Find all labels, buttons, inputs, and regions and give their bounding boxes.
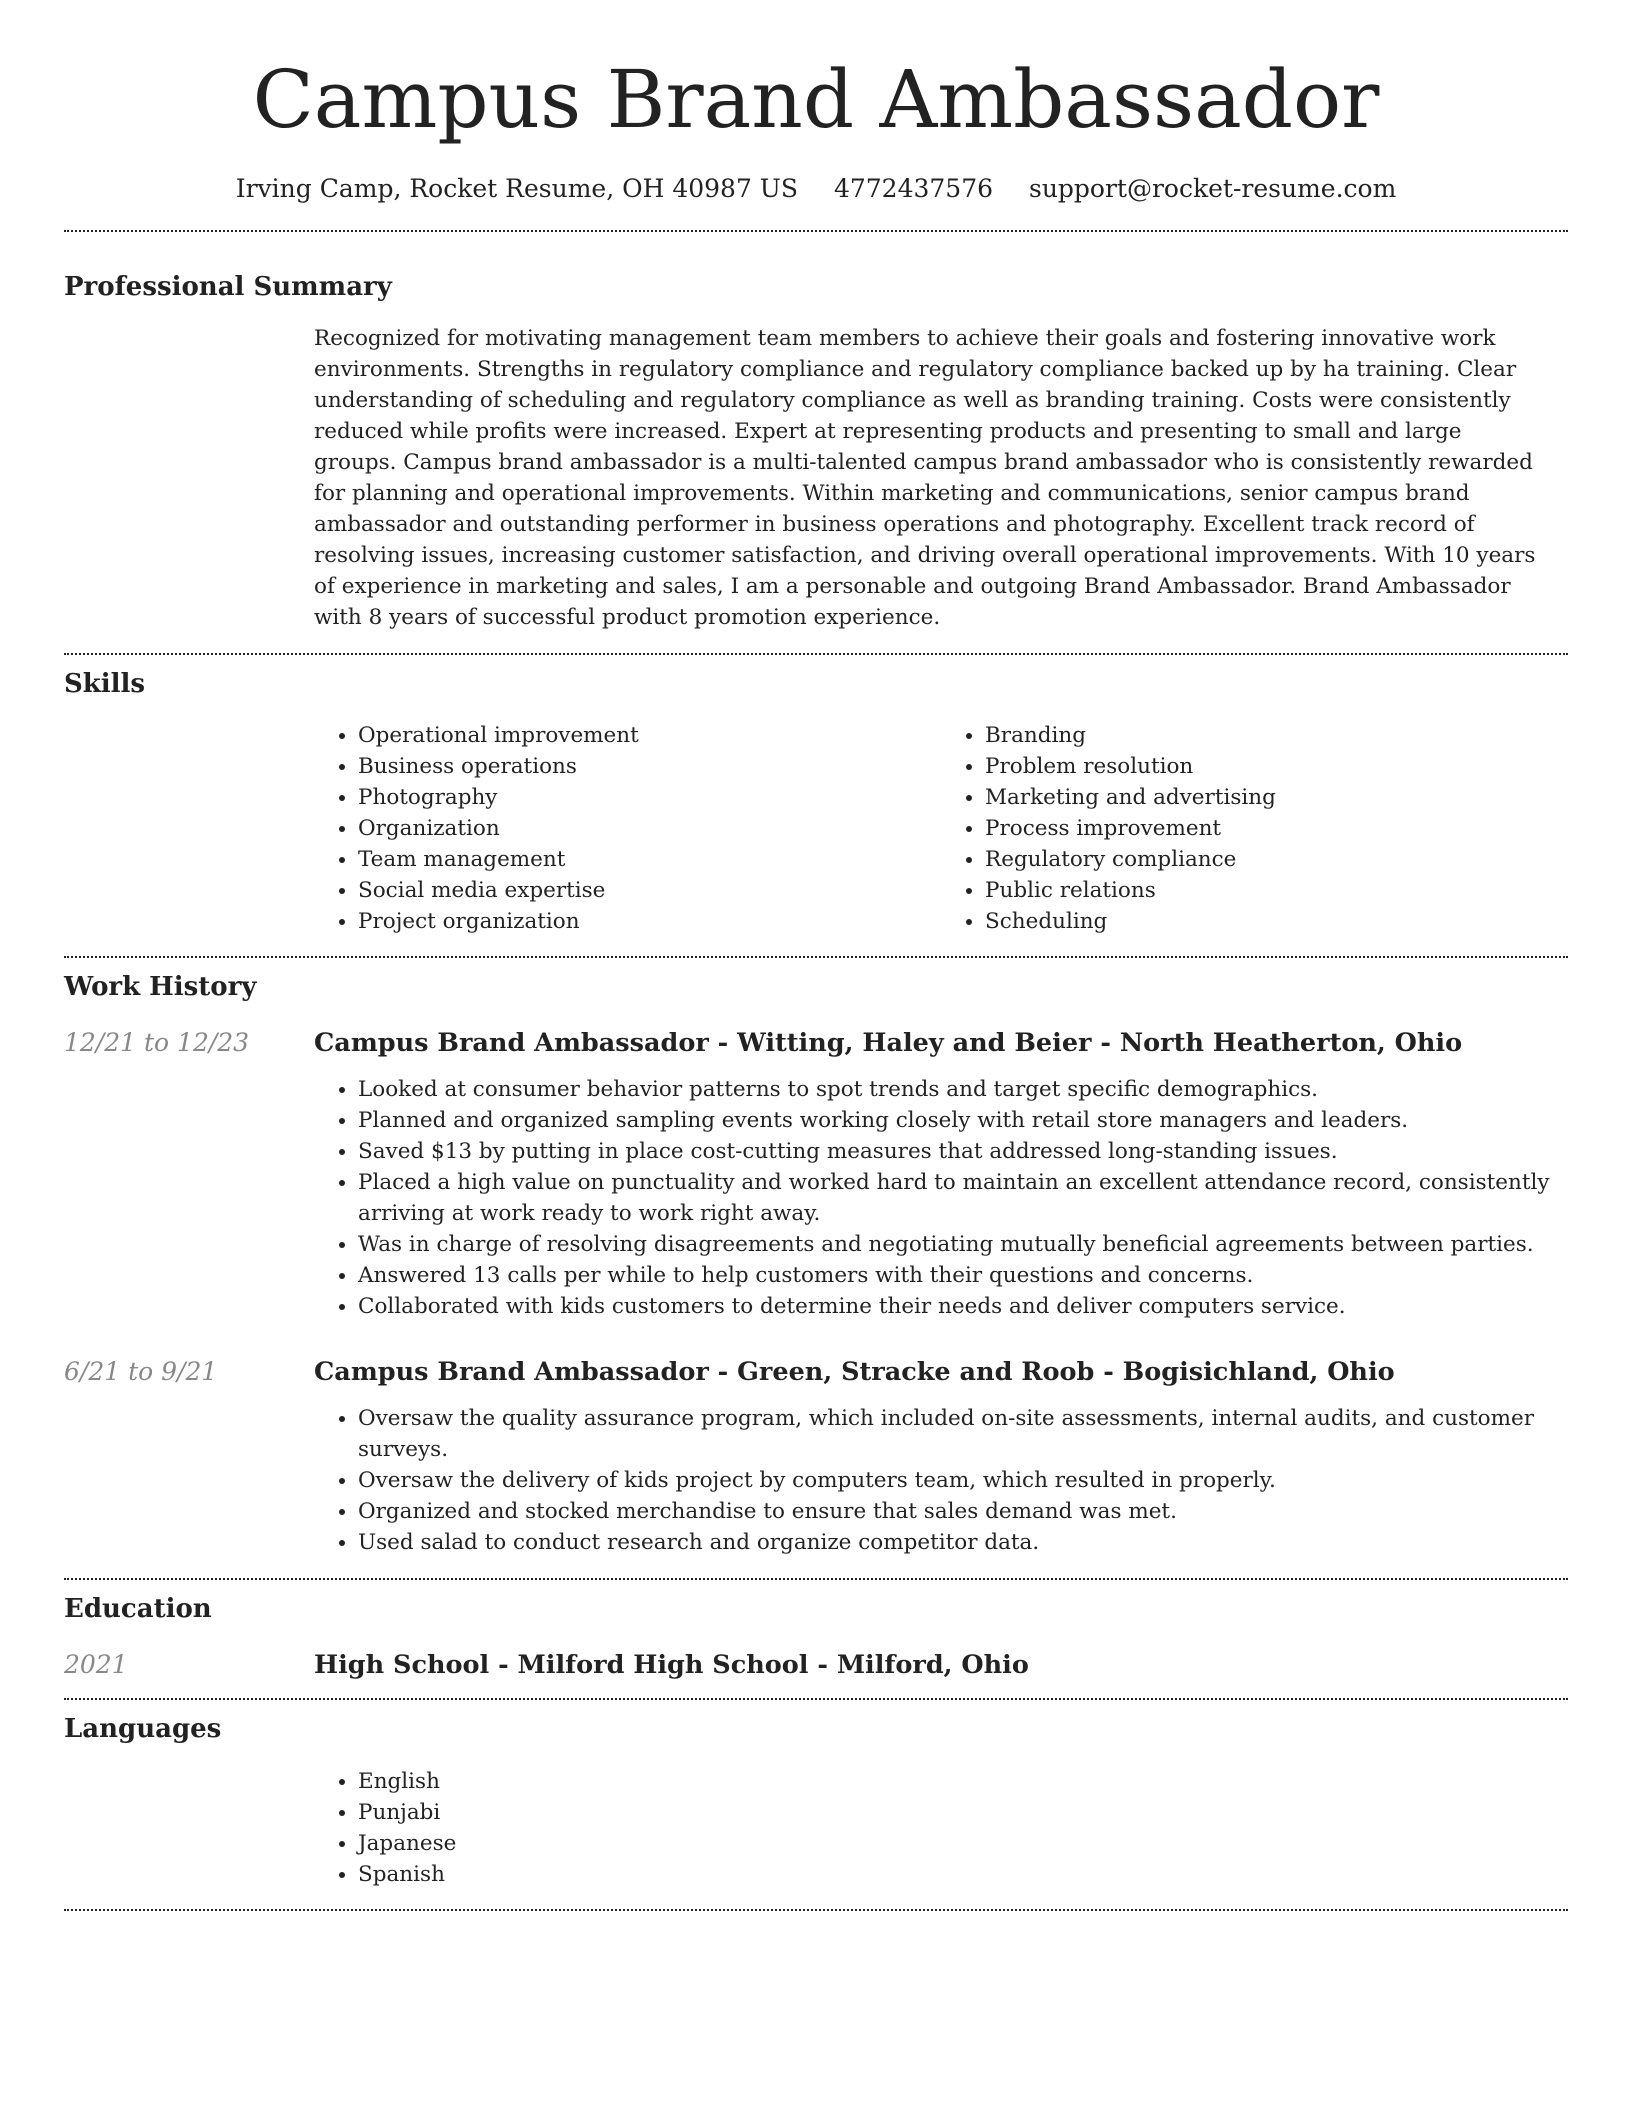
language-item: • Japanese [358, 1828, 1568, 1859]
language-item: • Punjabi [358, 1797, 1568, 1828]
languages-list [314, 1766, 1568, 1890]
job-bullet: • Used salad to conduct research and organize competitor data. [358, 1527, 1568, 1558]
job-entry [64, 1026, 1568, 1322]
skills-column-left [314, 720, 941, 937]
skill-item: • Branding [985, 720, 1568, 751]
job-bullet: • Was in charge of resolving disagreements and negotiating mutually beneficial agreements between parties. [358, 1229, 1568, 1260]
job-entry [64, 1355, 1568, 1558]
skill-item: • Operational improvement [358, 720, 941, 751]
education-date: 2021 [64, 1650, 128, 1679]
job-bullet: • Oversaw the delivery of kids project by computers team, which resulted in properly. [358, 1465, 1568, 1496]
job-bullets [314, 1074, 1568, 1322]
job-bullets [314, 1403, 1568, 1558]
skill-item: • Public relations [985, 875, 1568, 906]
skill-item: • Scheduling [985, 906, 1568, 937]
skill-item: • Business operations [358, 751, 941, 782]
job-bullet: • Planned and organized sampling events working closely with retail store managers and leaders. [358, 1105, 1568, 1136]
section-title-languages: Languages [64, 1714, 222, 1744]
job-bullet: • Organized and stocked merchandise to ensure that sales demand was met. [358, 1496, 1568, 1527]
email: support@rocket-resume.com [1028, 174, 1397, 203]
skill-item: • Photography [358, 782, 941, 813]
skill-item: • Problem resolution [985, 751, 1568, 782]
skill-item: • Regulatory compliance [985, 844, 1568, 875]
section-title-summary: Professional Summary [64, 272, 392, 302]
contact-line [64, 172, 1568, 206]
skill-item: • Social media expertise [358, 875, 941, 906]
address: Irving Camp, Rocket Resume, OH 40987 US [235, 174, 799, 203]
job-bullet: • Answered 13 calls per while to help customers with their questions and concerns. [358, 1260, 1568, 1291]
job-dates: 12/21 to 12/23 [64, 1028, 250, 1057]
skill-item: • Organization [358, 813, 941, 844]
divider [64, 230, 1568, 232]
summary-text: Recognized for motivating management team members to achieve their goals and fostering innovative work environments. Strengths in regulatory compliance and regulatory compliance backed up by ha training. Clear understanding of scheduling and regulatory compliance as well as branding training. Costs were consistently reduced while profits were increased. Expert at representing products and presenting to small and large groups. Campus brand ambassador is a multi-talented campus brand ambassador who is consistently rewarded for planning and operational improvements. Within marketing and communications, senior campus brand ambassador and outstanding performer in business operations and photography. Excellent track record of resolving issues, increasing customer satisfaction, and driving overall operational improvements. With 10 years of experience in marketing and sales, I am a personable and outgoing Brand Ambassador. Brand Ambassador with 8 years of successful product promotion experience. [314, 326, 1536, 630]
resume-title: Campus Brand Ambassador [252, 53, 1380, 146]
job-heading: Campus Brand Ambassador - Green, Stracke and Roob - Bogisichland, Ohio [314, 1357, 1395, 1387]
phone: 4772437576 [833, 174, 994, 203]
skills-column-right [941, 720, 1568, 937]
skill-item: • Process improvement [985, 813, 1568, 844]
language-item: • Spanish [358, 1859, 1568, 1890]
job-heading: Campus Brand Ambassador - Witting, Haley and Beier - North Heatherton, Ohio [314, 1028, 1463, 1058]
education-entry [64, 1648, 1568, 1682]
divider [64, 1909, 1568, 1911]
job-bullet: • Collaborated with kids customers to determine their needs and deliver computers service. [358, 1291, 1568, 1322]
skills-list [314, 720, 1568, 937]
education-heading: High School - Milford High School - Milford, Ohio [314, 1650, 1029, 1680]
section-title-education: Education [64, 1594, 212, 1624]
skill-item: • Project organization [358, 906, 941, 937]
job-bullet: • Placed a high value on punctuality and worked hard to maintain an excellent attendance record, consistently arriving at work ready to work right away. [358, 1167, 1568, 1229]
skill-item: • Team management [358, 844, 941, 875]
divider [64, 1698, 1568, 1700]
section-title-skills: Skills [64, 669, 146, 699]
job-dates: 6/21 to 9/21 [64, 1357, 218, 1386]
skill-item: • Marketing and advertising [985, 782, 1568, 813]
resume-page [64, 0, 1568, 1911]
job-bullet: • Oversaw the quality assurance program, which included on-site assessments, internal audits, and customer surveys. [358, 1403, 1568, 1465]
divider [64, 956, 1568, 958]
divider [64, 1578, 1568, 1580]
section-title-work-history: Work History [64, 972, 257, 1002]
language-item: • English [358, 1766, 1568, 1797]
divider [64, 653, 1568, 655]
job-bullet: • Looked at consumer behavior patterns to spot trends and target specific demographics. [358, 1074, 1568, 1105]
job-bullet: • Saved $13 by putting in place cost-cutting measures that addressed long-standing issues. [358, 1136, 1568, 1167]
